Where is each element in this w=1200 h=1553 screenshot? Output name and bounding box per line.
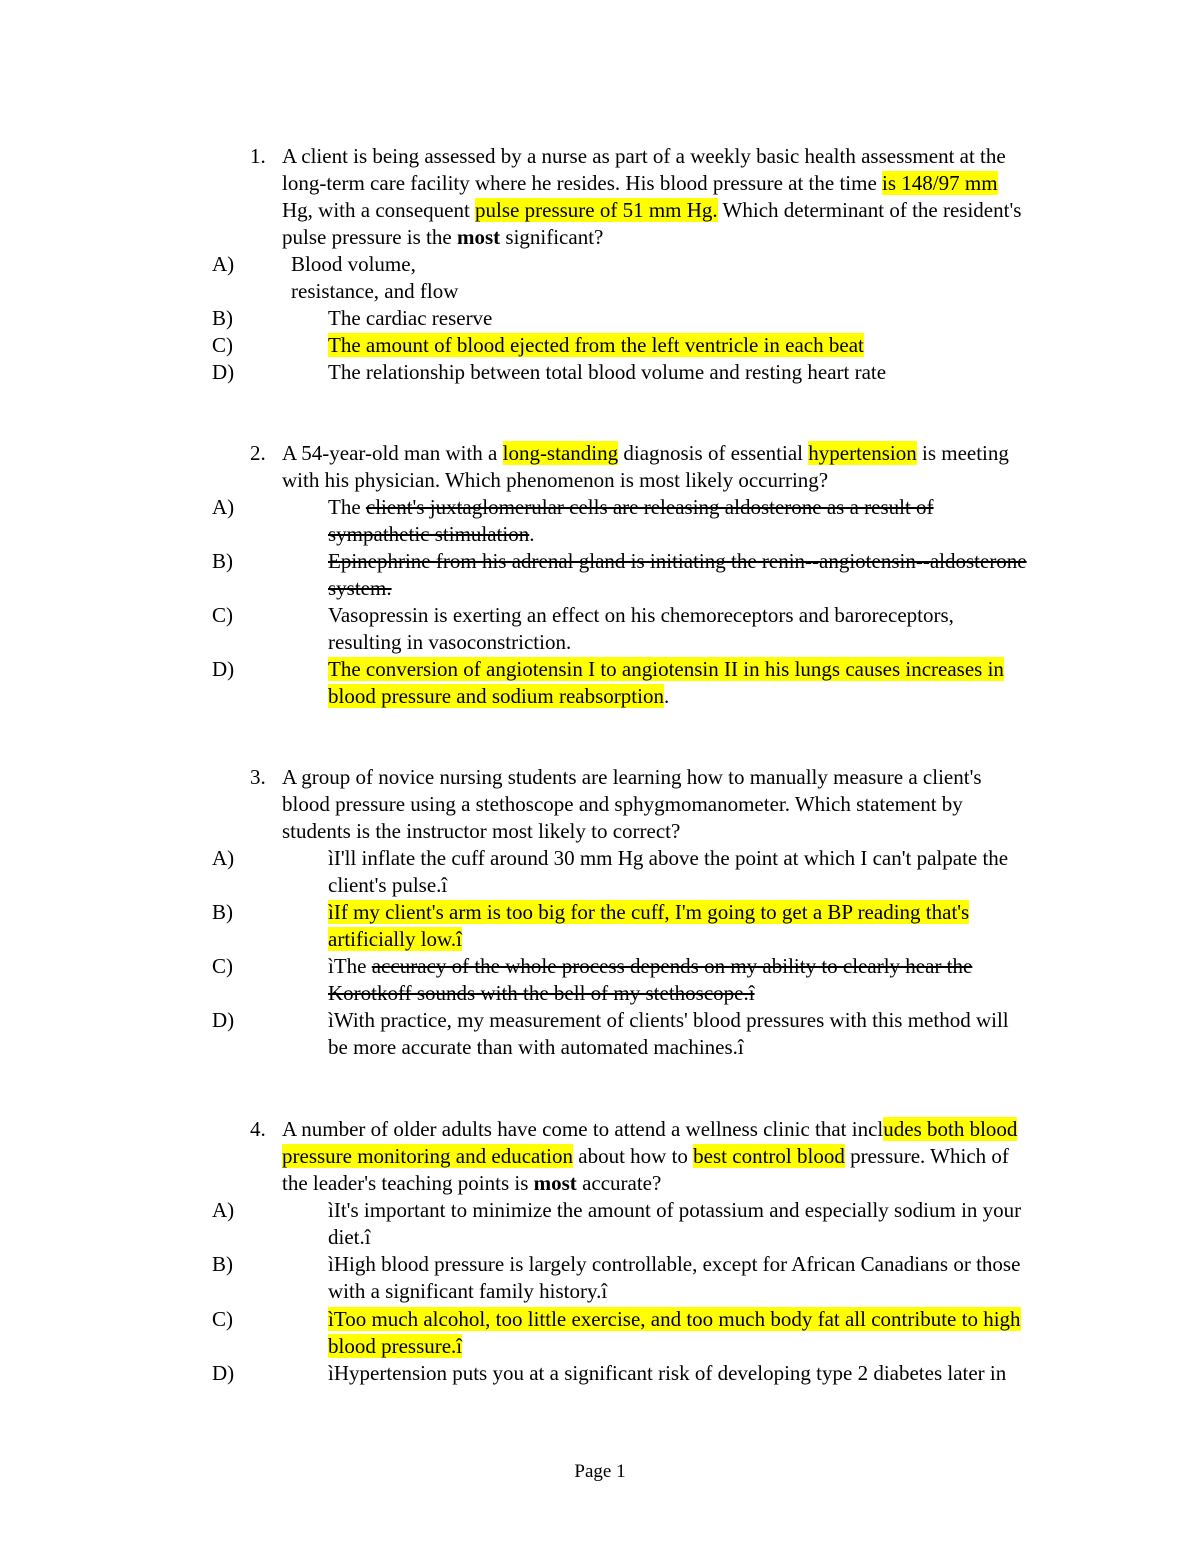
option-text: system. [328,576,392,600]
option-label: B) [212,900,233,924]
bold-emphasis: most [456,225,501,249]
option-text: ìWith practice, my measurement of clients' blood pressures with this method will [328,1008,1009,1032]
question-stem-line: blood pressure using a stethoscope and sphygmomanometer. Which statement by [282,792,963,816]
question-stem-line: A 54-year-old man with a long-standing diagnosis of essential hypertension is meeting [282,441,1009,465]
option-text [328,1306,1021,1333]
strikethrough-text: sympathetic stimulation [328,522,530,546]
option-text [328,980,755,1007]
highlighted-text: blood pressure and sodium reabsorption [328,684,664,708]
highlighted-text: blood pressure.î [328,1334,463,1358]
strikethrough-text: client's juxtaglomerular cells are releasing aldosterone as a result of [365,495,934,519]
option-text: sympathetic stimulation. [328,522,535,546]
option-text [328,332,864,359]
page-number: Page 1 [574,1461,626,1482]
question-stem-line: students is the instructor most likely to correct? [282,819,681,843]
option-text: be more accurate than with automated machines.î [328,1035,744,1059]
strikethrough-text: accuracy of the whole process depends on my ability to clearly hear the [371,954,973,978]
highlighted-text: best control blood [693,1144,845,1168]
option-text: resistance, and flow [291,279,459,303]
option-text [328,1333,462,1360]
question-stem-line: the leader's teaching points is most accurate? [282,1171,662,1195]
option-text [328,926,462,953]
highlighted-text: pulse pressure of 51 mm Hg. [475,198,718,222]
option-label: C) [212,333,233,357]
option-text: The client's juxtaglomerular cells are releasing aldosterone as a result of [328,495,934,519]
option-text: ìIt's important to minimize the amount of potassium and especially sodium in your [328,1198,1022,1222]
option-text: ìThe accuracy of the whole process depends on my ability to clearly hear the [328,954,973,978]
option-label: A) [212,495,235,519]
highlighted-text: hypertension [808,441,917,465]
option-text [328,899,969,926]
option-label: A) [212,846,235,870]
option-text: Vasopressin is exerting an effect on his chemoreceptors and baroreceptors, [328,603,954,627]
option-label: D) [212,657,235,681]
highlighted-text: The conversion of angiotensin I to angiotensin II in his lungs causes increases in [328,657,1004,681]
option-text: client's pulse.î [328,873,448,897]
option-text: The cardiac reserve [328,306,493,330]
option-label: D) [212,1008,235,1032]
question-stem-line: Hg, with a consequent pulse pressure of 51 mm Hg. Which determinant of the resident's [282,198,1022,222]
highlighted-text: The amount of blood ejected from the left ventricle in each beat [328,333,864,357]
option-text: resulting in vasoconstriction. [328,630,572,654]
option-label: D) [212,1361,235,1385]
question-number: 4. [250,1117,266,1141]
option-text: with a significant family history.î [328,1279,608,1303]
question-stem-line: pressure monitoring and education about how to best control blood pressure. Which of [282,1144,1009,1168]
option-text: ìHypertension puts you at a significant risk of developing type 2 diabetes later in [328,1361,1007,1385]
option-text: blood pressure and sodium reabsorption. [328,684,670,708]
option-label: B) [212,306,233,330]
question-stem-line: A client is being assessed by a nurse as part of a weekly basic health assessment at the [282,144,1006,168]
highlighted-text: pressure monitoring and education [282,1144,574,1168]
question-stem-line: A group of novice nursing students are learning how to manually measure a client's [282,765,982,789]
bold-emphasis: most [533,1171,577,1195]
option-text: ìHigh blood pressure is largely controllable, except for African Canadians or those [328,1252,1021,1276]
highlighted-text: artificially low.î [328,927,462,951]
strikethrough-text: Korotkoff sounds with the bell of my stethoscope.î [328,981,755,1005]
question-stem-line: with his physician. Which phenomenon is most likely occurring? [282,468,829,492]
option-text: ìI'll inflate the cuff around 30 mm Hg above the point at which I can't palpate the [328,846,1009,870]
option-text [328,656,1004,683]
question-stem-line: A number of older adults have come to attend a wellness clinic that includes both blood [282,1117,1018,1141]
highlighted-text: udes both blood [883,1117,1018,1141]
question-stem-line: pulse pressure is the most significant? [282,225,604,249]
question-number: 3. [250,765,266,789]
highlighted-text: ìToo much alcohol, too little exercise, and too much body fat all contribute to high [328,1307,1021,1331]
option-text: diet.î [328,1225,371,1249]
highlighted-text: ìIf my client's arm is too big for the cuff, I'm going to get a BP reading that's [328,900,970,924]
option-label: C) [212,1307,233,1331]
highlighted-text: is 148/97 mm [882,171,998,195]
option-label: B) [212,549,233,573]
question-number: 2. [250,441,266,465]
option-label: C) [212,603,233,627]
option-label: C) [212,954,233,978]
option-text: Epinephrine from his adrenal gland is initiating the renin--angiotensin--aldosterone [328,549,1027,573]
option-text: The relationship between total blood volume and resting heart rate [328,360,887,384]
option-label: A) [212,1198,235,1222]
highlighted-text: long-standing [502,441,619,465]
option-label: D) [212,360,235,384]
question-number: 1. [250,144,266,168]
option-text: Blood volume, [291,252,416,276]
option-label: B) [212,1252,233,1276]
option-label: A) [212,252,235,276]
question-stem-line: long-term care facility where he resides. His blood pressure at the time is 148/97 mm [282,171,998,195]
